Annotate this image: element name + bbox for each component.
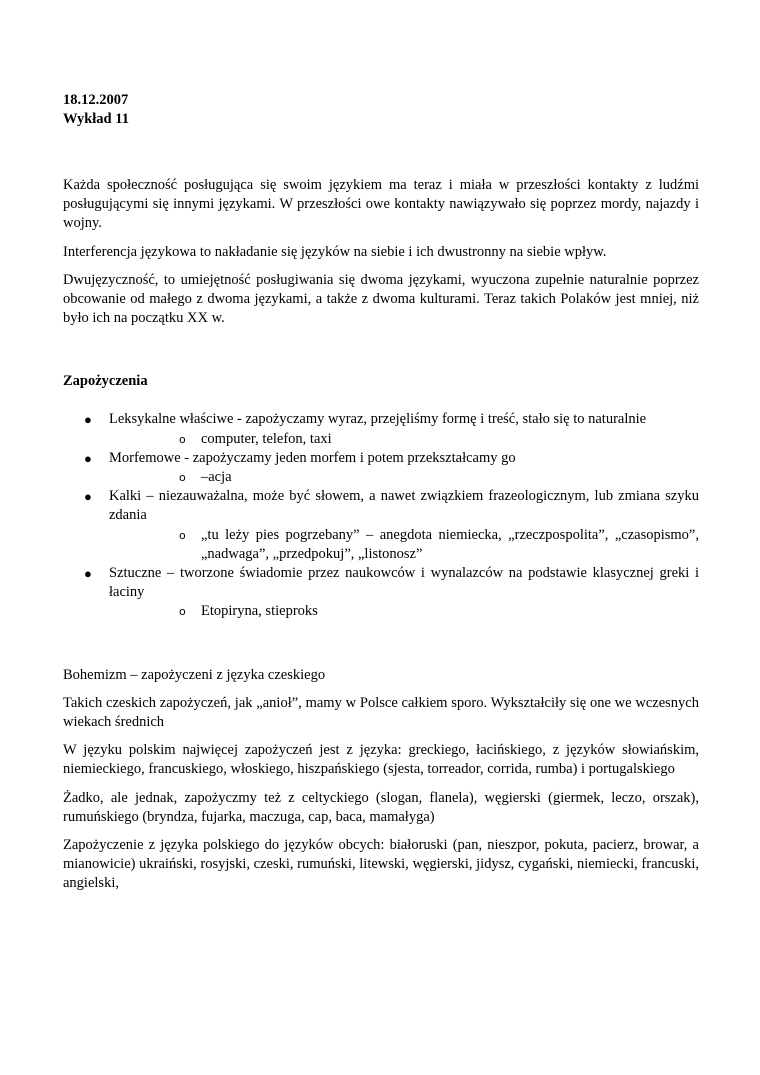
- circle-bullet-icon: o: [179, 432, 186, 446]
- body-paragraph: Żadko, ale jednak, zapożyczmy też z celtyckiego (slogan, flanela), węgierski (giermek, leczo, orszak), rumuńskiego (bryndza, fujarka, maczuga, cap, baca, mamałyga): [63, 789, 699, 825]
- section-heading: Zapożyczenia: [63, 373, 148, 390]
- list-item: [63, 410, 699, 448]
- sub-list-item-text: –acja: [201, 469, 232, 486]
- list-item: [63, 564, 699, 622]
- bullet-icon: ●: [84, 412, 92, 428]
- sub-list-item: [109, 602, 699, 621]
- body-paragraph: W języku polskim najwięcej zapożyczeń jest z języka: greckiego, łacińskiego, z języków słowiańskim, niemieckiego, francuskiego, włoskiego, hiszpańskiego (sjesta, torreador, corrida, rumba) i portugalskiego: [63, 742, 699, 778]
- sub-list-item-text: Etopiryna, stieproks: [201, 603, 318, 620]
- sub-list-item: [109, 430, 699, 449]
- body-paragraph: Zapożyczenie z języka polskiego do języków obcych: białoruski (pan, nieszpor, pokuta, pacierz, browar, a mianowicie) ukraiński, rosyjski, czeski, rumuński, litewski, węgierski, jidysz, cygański, niemiecki, francuski, angielski,: [63, 837, 699, 892]
- loanword-types-list: [63, 410, 699, 621]
- sub-list-item: [109, 526, 699, 564]
- intro-paragraph: Dwujęzyczność, to umiejętność posługiwania się dwoma językami, wyuczona zupełnie naturalnie poprzez obcowanie od małego z dwoma językami, a także z dwoma kulturami. Teraz takich Polaków jest mniej, niż było ich na początku XX w.: [63, 271, 699, 327]
- bullet-icon: ●: [84, 566, 92, 582]
- intro-paragraph: Każda społeczność posługująca się swoim językiem ma teraz i miała w przeszłości kontakty z ludźmi posługującymi się innymi językami. W przeszłości owe kontakty nawiązywało się poprzez mordy, najazdy i wojny.: [63, 177, 699, 232]
- document-date: 18.12.2007: [63, 92, 129, 108]
- circle-bullet-icon: o: [179, 528, 186, 542]
- body-paragraph: Bohemizm – zapożyczeni z języka czeskiego: [63, 666, 326, 683]
- document-page: [63, 91, 699, 894]
- list-item-text: Leksykalne właściwe - zapożyczamy wyraz, przejęliśmy formę i treść, stało się to naturalnie: [109, 411, 647, 428]
- list-item-text: Kalki – niezauważalna, może być słowem, a nawet związkiem frazeologicznym, lub zmiana szyku zdania: [109, 488, 699, 524]
- circle-bullet-icon: o: [179, 605, 186, 619]
- bullet-icon: ●: [84, 489, 92, 505]
- sub-list-item-text: „tu leży pies pogrzebany” – anegdota niemiecka, „rzeczpospolita”, „czasopismo”, „nadwaga”, „przedpokuj”, „listonosz”: [201, 526, 699, 562]
- sub-list-item-text: computer, telefon, taxi: [201, 430, 332, 447]
- body-paragraph: Takich czeskich zapożyczeń, jak „anioł”, mamy w Polsce całkiem sporo. Wykształciły się one we wczesnych wiekach średnich: [63, 694, 699, 731]
- intro-paragraph: Interferencja językowa to nakładanie się języków na siebie i ich dwustronny na siebie wpływ.: [63, 243, 607, 260]
- list-item: [63, 449, 699, 487]
- list-item-text: Sztuczne – tworzone świadomie przez naukowców i wynalazców na podstawie klasycznej greki i łaciny: [109, 565, 699, 601]
- sub-list-item: [109, 468, 699, 487]
- list-item: [63, 487, 699, 564]
- circle-bullet-icon: o: [179, 471, 186, 485]
- document-title: Wykład 11: [63, 111, 129, 127]
- bullet-icon: ●: [84, 450, 92, 466]
- list-item-text: Morfemowe - zapożyczamy jeden morfem i potem przekształcamy go: [109, 449, 516, 466]
